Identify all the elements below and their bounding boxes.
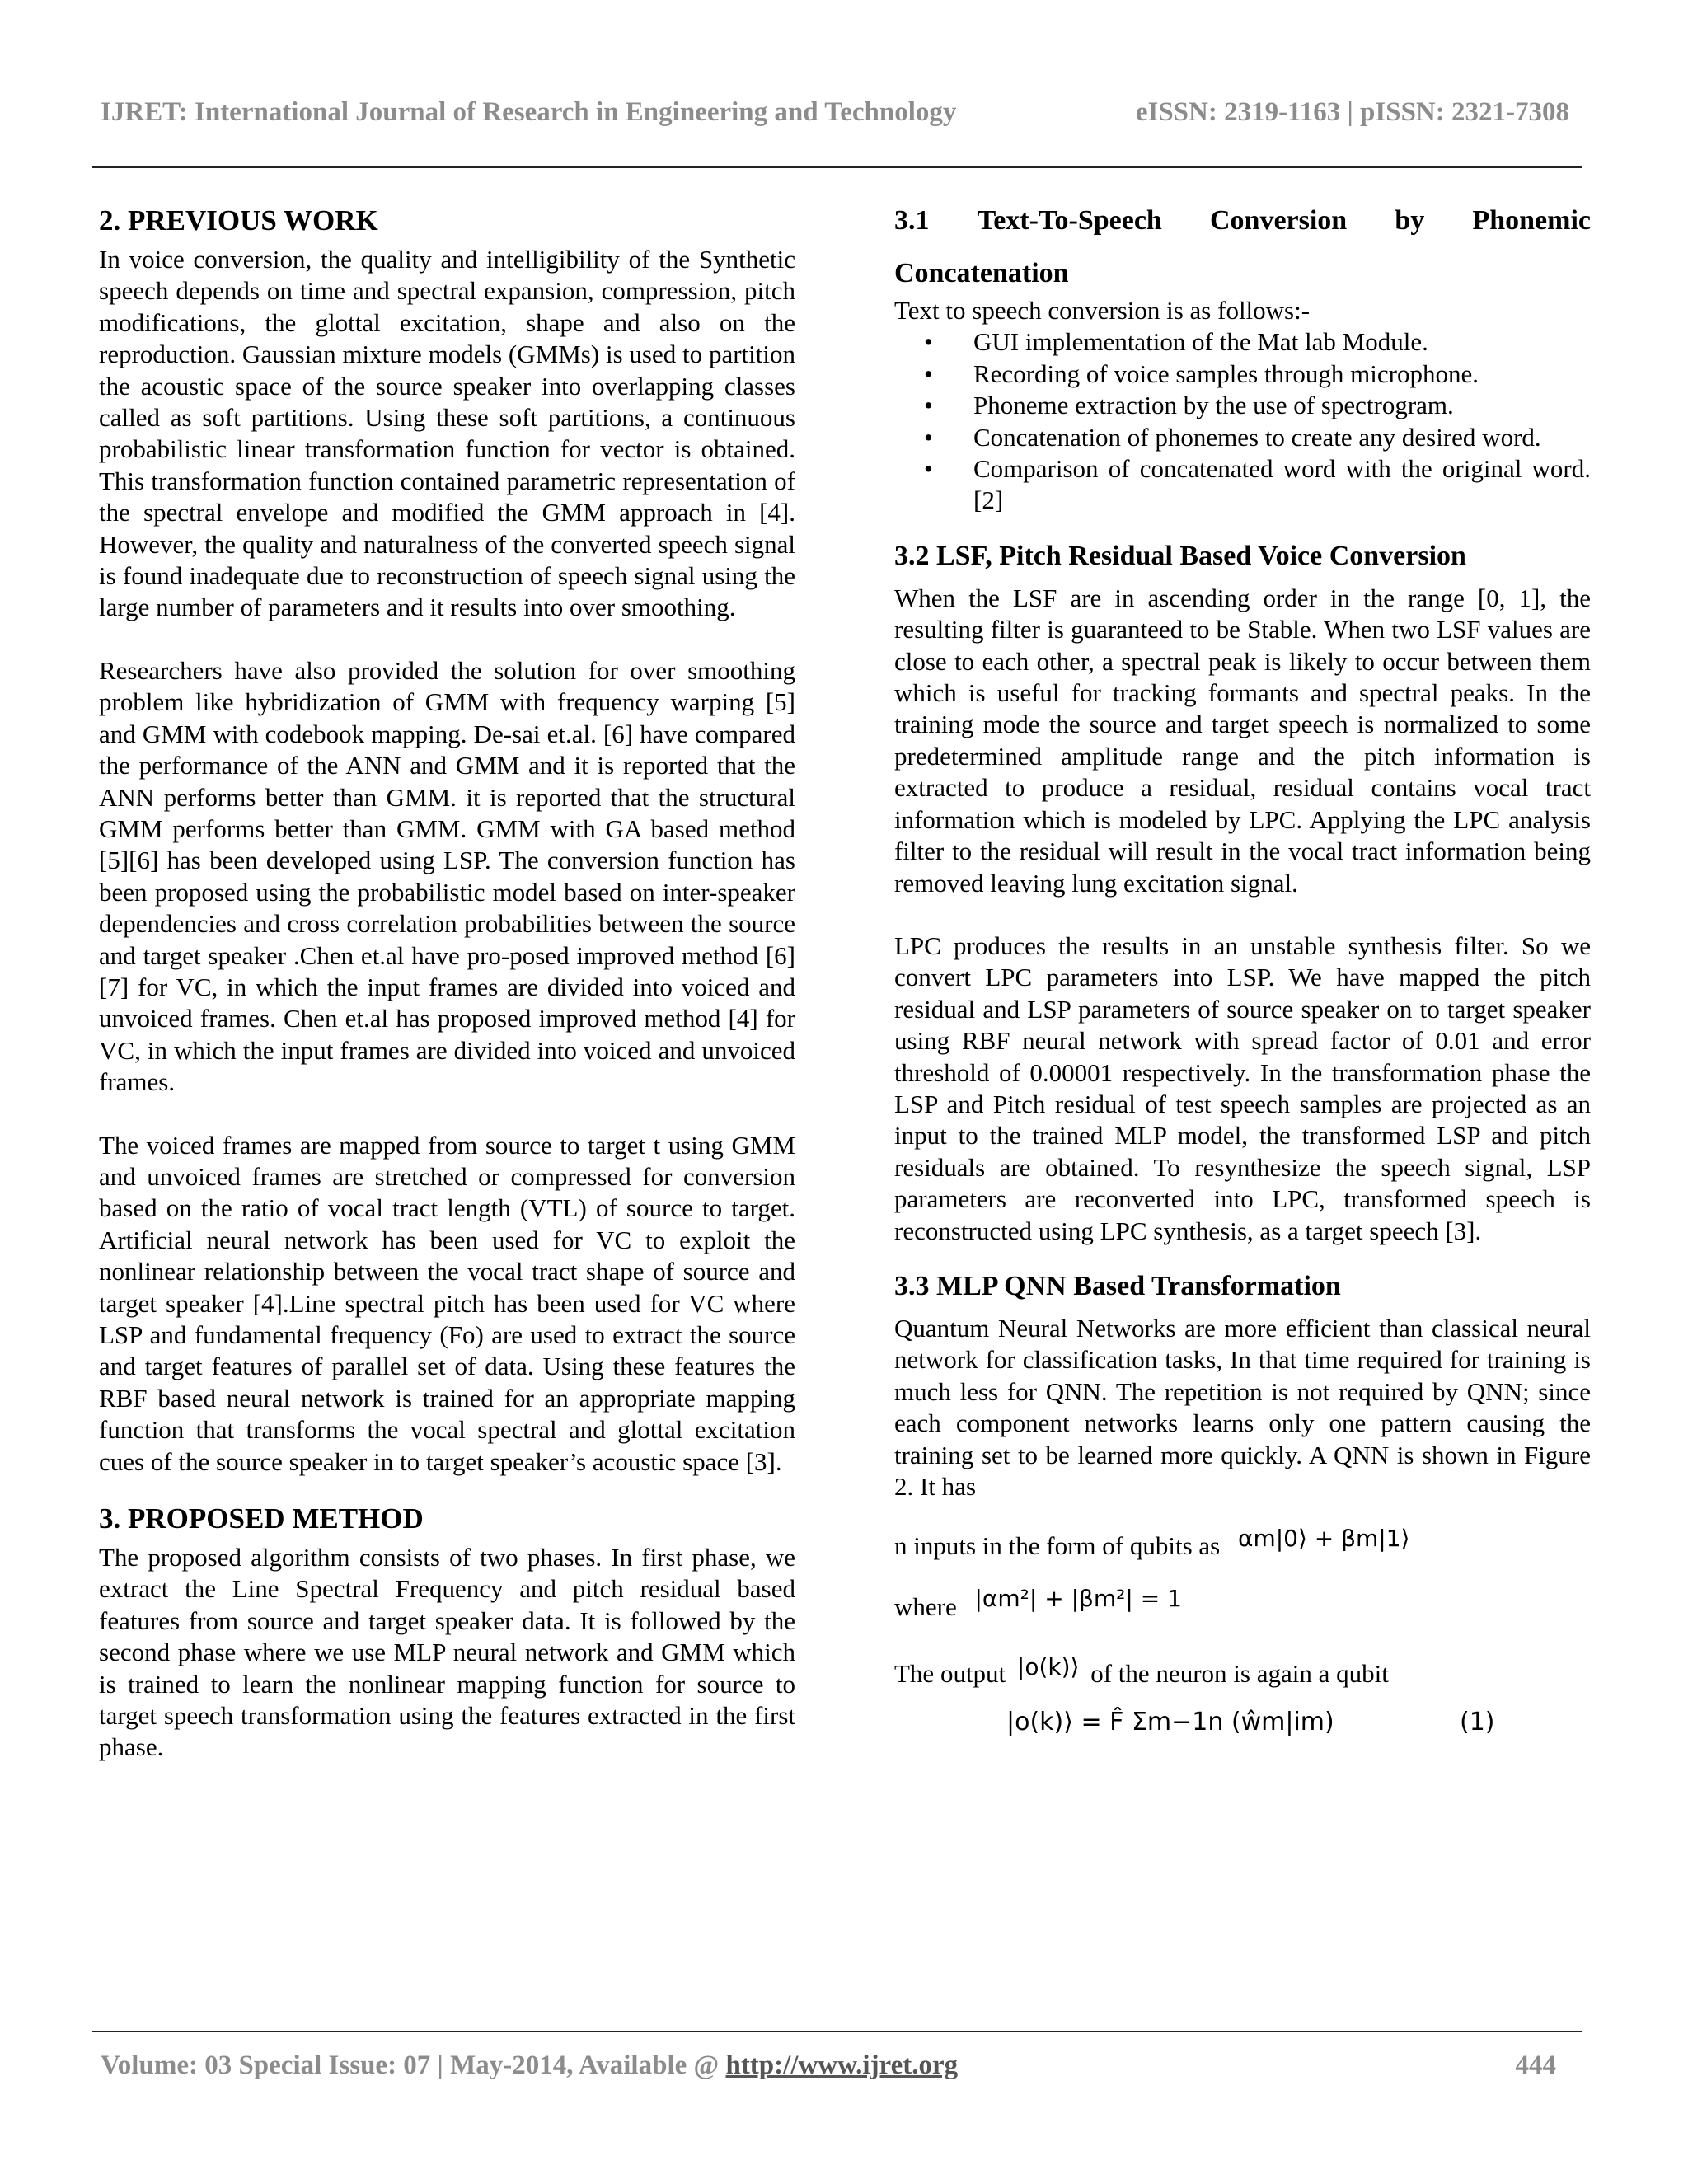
qubit-line [894, 1525, 1591, 1564]
output-line [894, 1653, 1591, 1692]
equation-main: |o(k)⟩ = F̂ Σm−1n (ŵm|im) [1006, 1707, 1334, 1736]
equation-qubit-state: αm|0⟩ + βm|1⟩ [1237, 1525, 1410, 1553]
qubit-text: n inputs in the form of qubits as [894, 1531, 1221, 1561]
heading-word: Phonemic [1472, 205, 1591, 236]
right-column [894, 203, 1591, 1748]
section-heading-proposed-method: 3. PROPOSED METHOD [99, 1502, 424, 1535]
paragraph: The proposed algorithm consists of two phases. In first phase, we extract the Line Spectral Frequency and pitch residual based features from source and target speaker data. It is followed by the second phase where we use MLP neural network and GMM which is trained to learn the nonlinear mapping function for source to target speech transformation using the features extracted in the first phase. [99, 1543, 795, 1762]
heading-word: by [1395, 205, 1425, 236]
paragraph: Text to speech conversion is as follows:- [894, 296, 1311, 325]
subsection-heading-3-1-continued: Concatenation [894, 258, 1069, 288]
equation-normalization: |αm²| + |βm²| = 1 [974, 1585, 1182, 1613]
volume-info [101, 2050, 958, 2081]
issn-info: eISSN: 2319-1163 | pISSN: 2321-7308 [1135, 97, 1569, 127]
bullet-list [894, 326, 1591, 516]
journal-url-link[interactable]: http://www.ijret.org [725, 2050, 959, 2080]
paragraph: In voice conversion, the quality and intelligibility of the Synthetic speech depends on time and spectral expansion, compression, pitch modifications, the glottal excitation, shape and also on the reproduction. Gaussian mixture models (GMMs) is used to partition the acoustic space of the source speaker into overlapping classes called as soft partitions. Using these soft partitions, a continuous probabilistic linear transformation function for vector is obtained. This transformation function contained parametric representation of the spectral envelope and modified the GMM approach in [4]. However, the quality and naturalness of the converted speech signal is found inadequate due to reconstruction of speech signal using the large number of parameters and it results into over smoothing. [99, 245, 795, 622]
subsection-heading-3-2: 3.2 LSF, Pitch Residual Based Voice Conversion [894, 540, 1466, 571]
list-item: • Phoneme extraction by the use of spectrogram. [894, 390, 1591, 421]
equation-number: (1) [1460, 1707, 1495, 1736]
subsection-heading-3-1 [894, 203, 1591, 239]
left-column [99, 203, 795, 1764]
output-text: of the neuron is again a qubit [1090, 1658, 1389, 1688]
page-number: 444 [1515, 2050, 1556, 2080]
where-line [894, 1585, 1591, 1625]
heading-word: Text-To-Speech [977, 205, 1162, 236]
equation-1 [894, 1707, 1591, 1748]
subsection-heading-3-3: 3.3 MLP QNN Based Transformation [894, 1270, 1341, 1301]
list-item: • Concatenation of phonemes to create any desired word. [894, 422, 1591, 453]
footer-rule [92, 2031, 1582, 2032]
heading-word: 3.1 [894, 205, 930, 236]
paragraph: Researchers have also provided the solution for over smoothing problem like hybridization of GMM with frequency warping [5] and GMM with codebook mapping. De-sai et.al. [6] have compared the performance of the ANN and GMM and it is reported that the ANN performs better than GMM. it is reported that the structural GMM performs better than GMM. GMM with GA based method [5][6] has been developed using LSP. The conversion function has been proposed using the probabilistic model based on inter-speaker dependencies and cross correlation probabilities between the source and target speaker .Chen et.al have pro-posed improved method [6][7] for VC, in which the input frames are divided into voiced and unvoiced frames. Chen et.al has proposed improved method [4] for VC, in which the input frames are divided into voiced and unvoiced frames. [99, 655, 795, 1097]
volume-text: Volume: 03 Special Issue: 07 | May-2014, Available @ [101, 2050, 720, 2080]
paragraph: Quantum Neural Networks are more efficient than classical neural network for classification tasks, In that time required for training is much less for QNN. The repetition is not required by QNN; since each component networks learns only one pattern causing the training set to be learned more quickly. A QNN is shown in Figure 2. It has [894, 1313, 1591, 1501]
running-footer [101, 2050, 1556, 2087]
where-text: where [894, 1591, 957, 1621]
heading-word: Conversion [1209, 205, 1348, 236]
section-heading-previous-work: 2. PREVIOUS WORK [99, 204, 378, 237]
list-item: • Comparison of concatenated word with the original word. [2] [894, 453, 1591, 517]
journal-title: IJRET: International Journal of Research in Engineering and Technology [101, 97, 957, 127]
header-rule [92, 166, 1582, 168]
paragraph: When the LSF are in ascending order in the range [0, 1], the resulting filter is guaranteed to be Stable. When two LSF values are close to each other, a spectral peak is likely to occur between them which is useful for tracking formants and spectral peaks. In the training mode the source and target speech is normalized to some predetermined amplitude range and the pitch information is extracted to produce a residual, residual contains vocal tract information which is modeled by LPC. Applying the LPC analysis filter to the residual will result in the vocal tract information being removed leaving lung excitation signal. [894, 583, 1591, 898]
output-text: The output [894, 1658, 1006, 1688]
running-header [101, 97, 1569, 134]
paragraph: The voiced frames are mapped from source to target t using GMM and unvoiced frames are stretched or compressed for conversion based on the ratio of vocal tract length (VTL) of source to target. Artificial neural network has been used for VC to exploit the nonlinear relationship between the vocal tract shape of source and target speaker [4].Line spectral pitch has been used for VC where LSP and fundamental frequency (Fo) are used to extract the source and target features of parallel set of data. Using these features the RBF based neural network is trained for an appropriate mapping function that transforms the vocal spectral and glottal excitation cues of the source speaker in to target speaker’s acoustic space [3]. [99, 1130, 795, 1476]
list-item: • Recording of voice samples through microphone. [894, 359, 1591, 390]
paragraph: LPC produces the results in an unstable synthesis filter. So we convert LPC parameters into LSP. We have mapped the pitch residual and LSP parameters of source speaker on to target speaker using RBF neural network with spread factor of 0.01 and error threshold of 0.00001 respectively. In the transformation phase the LSP and Pitch residual of test speech samples are projected as an input to the trained MLP model, the transformed LSP and pitch residuals are obtained. To resynthesize the speech signal, LSP parameters are reconverted into LPC, transformed speech is reconstructed using LPC synthesis, as a target speech [3]. [894, 930, 1591, 1245]
list-item: • GUI implementation of the Mat lab Module. [894, 326, 1591, 358]
equation-output-ket: |o(k)⟩ [1016, 1653, 1080, 1681]
